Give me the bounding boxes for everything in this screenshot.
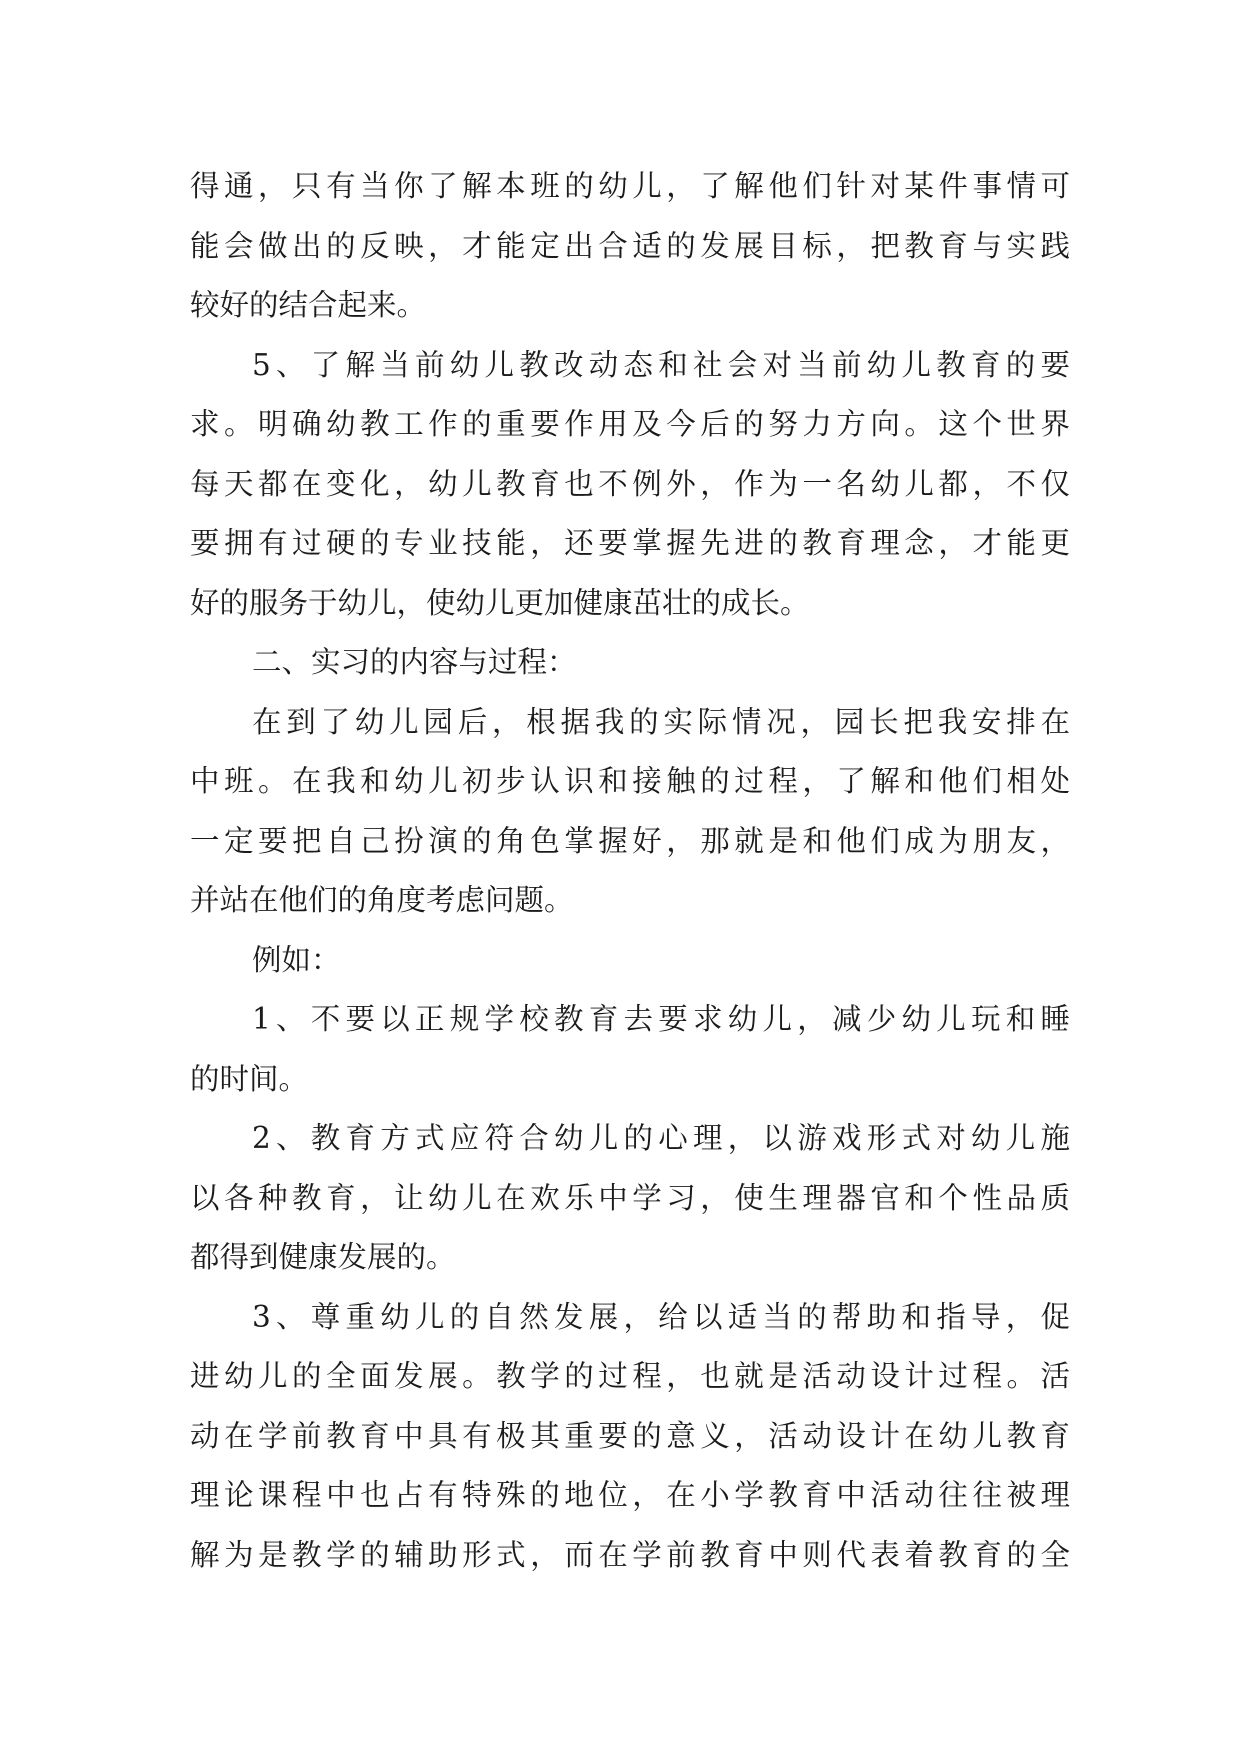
text-line: 能会做出的反映，才能定出合适的发展目标，把教育与实践 [190, 228, 1070, 263]
text-line: 一定要把自己扮演的角色掌握好，那就是和他们成为朋友， [190, 823, 1070, 858]
section-heading [190, 633, 1070, 693]
text-line: 二、实习的内容与过程： [252, 645, 577, 679]
text-line: 都得到健康发展的。 [190, 1240, 456, 1274]
text-line: 进幼儿的全面发展。教学的过程，也就是活动设计过程。活 [190, 1359, 1070, 1393]
text-line: 理论课程中也占有特殊的地位，在小学教育中活动往往被理 [190, 1478, 1070, 1512]
list-item [190, 1109, 1070, 1288]
paragraph [190, 931, 1070, 991]
text-line: 中班。在我和幼儿初步认识和接触的过程，了解和他们相处 [190, 764, 1070, 798]
list-item [190, 1288, 1070, 1586]
text-line: 例如： [252, 942, 341, 977]
text-line: 要拥有过硬的专业技能，还要掌握先进的教育理念，才能更 [190, 526, 1070, 560]
text-line: 较好的结合起来。 [190, 288, 427, 322]
text-line: 1、不要以正规学校教育去要求幼儿，减少幼儿玩和睡 [252, 1002, 1070, 1036]
text-line: 2、教育方式应符合幼儿的心理，以游戏形式对幼儿施 [252, 1121, 1070, 1155]
text-line: 得通，只有当你了解本班的幼儿，了解他们针对某件事情可 [190, 169, 1070, 203]
document-body [190, 157, 1070, 1585]
text-line: 3、尊重幼儿的自然发展，给以适当的帮助和指导，促 [252, 1299, 1070, 1334]
text-line: 动在学前教育中具有极其重要的意义，活动设计在幼儿教育 [190, 1418, 1070, 1453]
text-line: 的时间。 [190, 1061, 309, 1096]
paragraph [190, 157, 1070, 336]
text-line: 在到了幼儿园后，根据我的实际情况，园长把我安排在 [252, 704, 1070, 739]
text-line: 以各种教育，让幼儿在欢乐中学习，使生理器官和个性品质 [190, 1180, 1070, 1215]
text-line: 求。明确幼教工作的重要作用及今后的努力方向。这个世界 [190, 407, 1070, 441]
text-line: 并站在他们的角度考虑问题。 [190, 883, 574, 917]
list-item [190, 990, 1070, 1109]
paragraph [190, 693, 1070, 931]
text-line: 每天都在变化，幼儿教育也不例外，作为一名幼儿都，不仅 [190, 466, 1070, 501]
text-line: 5、了解当前幼儿教改动态和社会对当前幼儿教育的要 [252, 347, 1070, 382]
paragraph [190, 336, 1070, 634]
text-line: 解为是教学的辅助形式，而在学前教育中则代表着教育的全 [190, 1537, 1070, 1572]
text-line: 好的服务于幼儿，使幼儿更加健康茁壮的成长。 [190, 585, 810, 620]
